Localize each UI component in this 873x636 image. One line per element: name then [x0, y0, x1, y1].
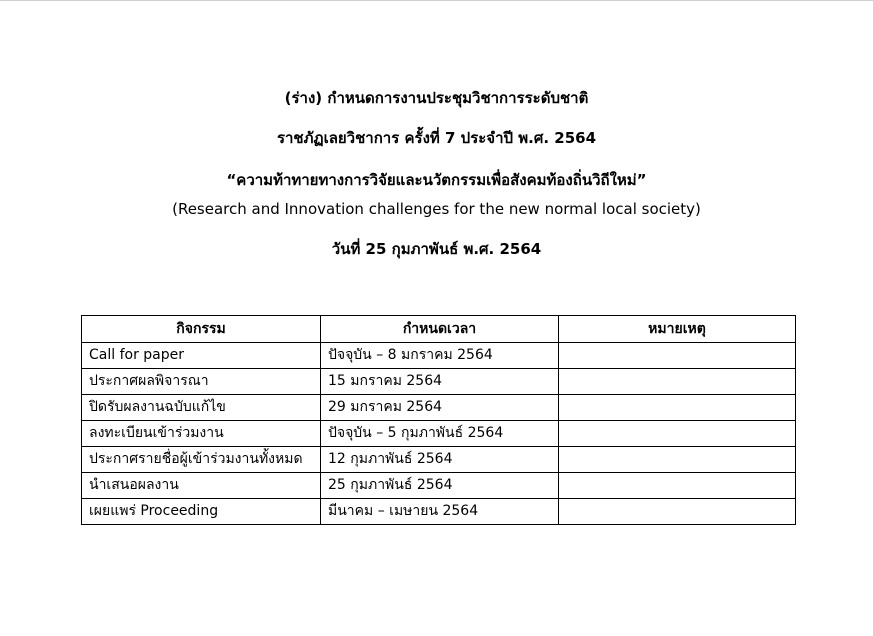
activity-cell: ปิดรับผลงานฉบับแก้ไข — [82, 395, 321, 421]
schedule-cell: มีนาคม – เมษายน 2564 — [321, 499, 559, 525]
activity-cell: นำเสนอผลงาน — [82, 473, 321, 499]
schedule-cell: 29 มกราคม 2564 — [321, 395, 559, 421]
table-row — [82, 421, 796, 447]
note-cell — [559, 369, 796, 395]
schedule-table — [81, 315, 796, 525]
activity-cell: ประกาศรายชื่อผู้เข้าร่วมงานทั้งหมด — [82, 447, 321, 473]
header-activity: กิจกรรม — [82, 316, 321, 343]
schedule-cell: ปัจจุบัน – 5 กุมภาพันธ์ 2564 — [321, 421, 559, 447]
activity-cell: เผยแพร่ Proceeding — [82, 499, 321, 525]
note-cell — [559, 421, 796, 447]
schedule-cell: 25 กุมภาพันธ์ 2564 — [321, 473, 559, 499]
note-cell — [559, 447, 796, 473]
note-cell — [559, 473, 796, 499]
header-note: หมายเหตุ — [559, 316, 796, 343]
note-cell — [559, 499, 796, 525]
schedule-cell: 15 มกราคม 2564 — [321, 369, 559, 395]
activity-cell: ประกาศผลพิจารณา — [82, 369, 321, 395]
activity-cell: ลงทะเบียนเข้าร่วมงาน — [82, 421, 321, 447]
header-schedule: กำหนดเวลา — [321, 316, 559, 343]
note-cell — [559, 343, 796, 369]
top-border-line — [0, 0, 873, 1]
schedule-cell: 12 กุมภาพันธ์ 2564 — [321, 447, 559, 473]
table-header-row — [82, 316, 796, 343]
title-line-2: ราชภัฏเลยวิชาการ ครั้งที่ 7 ประจำปี พ.ศ. 2564 — [276, 129, 597, 147]
title-line-1: (ร่าง) กำหนดการงานประชุมวิชาการระดับชาติ — [284, 89, 589, 107]
table-row — [82, 369, 796, 395]
table-row — [82, 395, 796, 421]
conference-theme-thai: “ความท้าทายทางการวิจัยและนวัตกรรมเพื่อสังคมท้องถิ่นวิถีใหม่” — [226, 171, 647, 189]
schedule-cell: ปัจจุบัน – 8 มกราคม 2564 — [321, 343, 559, 369]
conference-theme-english: (Research and Innovation challenges for the new normal local society) — [172, 200, 701, 218]
table-row — [82, 473, 796, 499]
note-cell — [559, 395, 796, 421]
activity-cell: Call for paper — [82, 343, 321, 369]
conference-date: วันที่ 25 กุมภาพันธ์ พ.ศ. 2564 — [331, 240, 542, 258]
table-row — [82, 499, 796, 525]
table-row — [82, 447, 796, 473]
table-row — [82, 343, 796, 369]
